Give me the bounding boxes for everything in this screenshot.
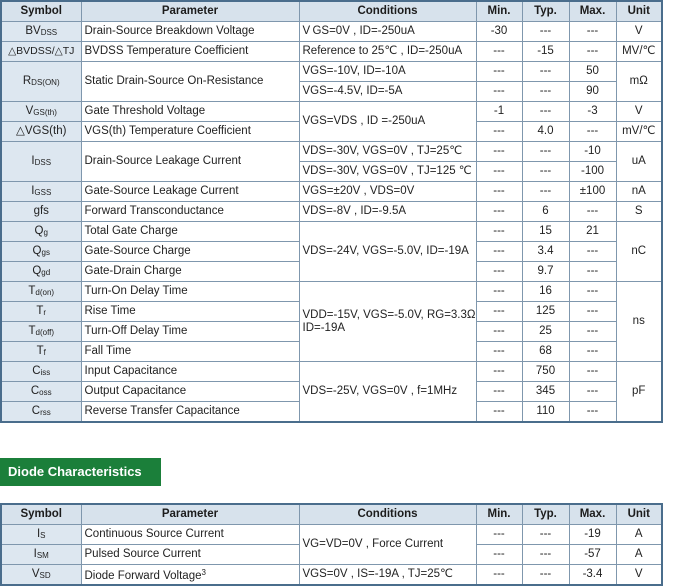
parameter-cell: Rise Time bbox=[81, 302, 299, 322]
symbol-cell: Tr bbox=[1, 302, 81, 322]
symbol-cell: IDSS bbox=[1, 142, 81, 182]
max-cell: --- bbox=[569, 322, 616, 342]
unit-cell: uA bbox=[616, 142, 662, 182]
max-cell: -19 bbox=[569, 525, 616, 545]
typ-cell: 15 bbox=[522, 222, 569, 242]
table-row bbox=[1, 525, 662, 545]
unit-cell: V bbox=[616, 22, 662, 42]
table-row bbox=[1, 142, 662, 162]
header-symbol: Symbol bbox=[1, 504, 81, 525]
conditions-cell bbox=[299, 282, 476, 362]
symbol-cell: Tf bbox=[1, 342, 81, 362]
min-cell: --- bbox=[476, 82, 522, 102]
symbol-cell: △BVDSS/△TJ bbox=[1, 42, 81, 62]
parameter-cell: Reverse Transfer Capacitance bbox=[81, 402, 299, 423]
symbol-cell: Ciss bbox=[1, 362, 81, 382]
max-cell: -3.4 bbox=[569, 565, 616, 586]
symbol-cell: Qgs bbox=[1, 242, 81, 262]
symbol-cell: Td(off) bbox=[1, 322, 81, 342]
typ-cell: 9.7 bbox=[522, 262, 569, 282]
symbol-cell: RDS(ON) bbox=[1, 62, 81, 102]
parameter-cell: Drain-Source Leakage Current bbox=[81, 142, 299, 182]
symbol-cell: Qg bbox=[1, 222, 81, 242]
max-cell: -10 bbox=[569, 142, 616, 162]
table-row bbox=[1, 282, 662, 302]
typ-cell: --- bbox=[522, 142, 569, 162]
symbol-cell: Coss bbox=[1, 382, 81, 402]
conditions-cell: VGS=0V , IS=-19A , TJ=25℃ bbox=[299, 565, 476, 586]
min-cell: --- bbox=[476, 222, 522, 242]
min-cell: --- bbox=[476, 142, 522, 162]
typ-cell: 68 bbox=[522, 342, 569, 362]
typ-cell: --- bbox=[522, 82, 569, 102]
header-max: Max. bbox=[569, 504, 616, 525]
max-cell: -57 bbox=[569, 545, 616, 565]
switching-cond-line2: ID=-19A bbox=[302, 321, 346, 334]
max-cell: --- bbox=[569, 242, 616, 262]
conditions-cell: VDS=-24V, VGS=-5.0V, ID=-19A bbox=[299, 222, 476, 282]
min-cell: --- bbox=[476, 182, 522, 202]
min-cell: --- bbox=[476, 262, 522, 282]
header-typ: Typ. bbox=[522, 1, 569, 22]
parameter-cell: Gate-Drain Charge bbox=[81, 262, 299, 282]
table-row bbox=[1, 182, 662, 202]
conditions-cell: VG=VD=0V , Force Current bbox=[299, 525, 476, 565]
symbol-cell: IS bbox=[1, 525, 81, 545]
table-header-row bbox=[1, 1, 662, 22]
parameter-cell: Gate-Source Leakage Current bbox=[81, 182, 299, 202]
min-cell: -30 bbox=[476, 22, 522, 42]
parameter-cell: Input Capacitance bbox=[81, 362, 299, 382]
typ-cell: 25 bbox=[522, 322, 569, 342]
parameter-cell: Pulsed Source Current bbox=[81, 545, 299, 565]
header-parameter: Parameter bbox=[81, 504, 299, 525]
conditions-cell: VGS=-10V, ID=-10A bbox=[299, 62, 476, 82]
max-cell: 50 bbox=[569, 62, 616, 82]
max-cell: --- bbox=[569, 362, 616, 382]
min-cell: --- bbox=[476, 242, 522, 262]
typ-cell: --- bbox=[522, 545, 569, 565]
header-typ: Typ. bbox=[522, 504, 569, 525]
header-parameter: Parameter bbox=[81, 1, 299, 22]
unit-cell: S bbox=[616, 202, 662, 222]
typ-cell: 110 bbox=[522, 402, 569, 423]
max-cell: --- bbox=[569, 342, 616, 362]
unit-cell: nC bbox=[616, 222, 662, 282]
parameter-cell: Turn-On Delay Time bbox=[81, 282, 299, 302]
min-cell: --- bbox=[476, 162, 522, 182]
parameter-cell: Continuous Source Current bbox=[81, 525, 299, 545]
header-unit: Unit bbox=[616, 504, 662, 525]
max-cell: -100 bbox=[569, 162, 616, 182]
symbol-cell: BVDSS bbox=[1, 22, 81, 42]
unit-cell: mΩ bbox=[616, 62, 662, 102]
conditions-cell: VDS=-30V, VGS=0V , TJ=25℃ bbox=[299, 142, 476, 162]
typ-cell: --- bbox=[522, 525, 569, 545]
unit-cell: V bbox=[616, 565, 662, 586]
max-cell: --- bbox=[569, 262, 616, 282]
table-row bbox=[1, 62, 662, 82]
typ-cell: --- bbox=[522, 182, 569, 202]
min-cell: --- bbox=[476, 565, 522, 586]
max-cell: --- bbox=[569, 22, 616, 42]
conditions-cell: VGS=-4.5V, ID=-5A bbox=[299, 82, 476, 102]
typ-cell: --- bbox=[522, 565, 569, 586]
parameter-cell: Output Capacitance bbox=[81, 382, 299, 402]
parameter-cell: Turn-Off Delay Time bbox=[81, 322, 299, 342]
max-cell: --- bbox=[569, 122, 616, 142]
table-row bbox=[1, 222, 662, 242]
symbol-cell: ISM bbox=[1, 545, 81, 565]
conditions-cell: Reference to 25℃ , ID=-250uA bbox=[299, 42, 476, 62]
max-cell: --- bbox=[569, 382, 616, 402]
unit-cell: MV/℃ bbox=[616, 42, 662, 62]
conditions-cell: VGS=±20V , VDS=0V bbox=[299, 182, 476, 202]
typ-cell: 4.0 bbox=[522, 122, 569, 142]
typ-cell: --- bbox=[522, 62, 569, 82]
switching-cond-line1: VDD=-15V, VGS=-5.0V, RG=3.3Ω bbox=[302, 308, 476, 321]
header-min: Min. bbox=[476, 504, 522, 525]
conditions-cell: VDS=-8V , ID=-9.5A bbox=[299, 202, 476, 222]
symbol-cell: VSD bbox=[1, 565, 81, 586]
header-symbol: Symbol bbox=[1, 1, 81, 22]
min-cell: --- bbox=[476, 202, 522, 222]
header-unit: Unit bbox=[616, 1, 662, 22]
typ-cell: --- bbox=[522, 102, 569, 122]
max-cell: --- bbox=[569, 402, 616, 423]
max-cell: --- bbox=[569, 42, 616, 62]
typ-cell: 345 bbox=[522, 382, 569, 402]
typ-cell: 16 bbox=[522, 282, 569, 302]
table-row bbox=[1, 565, 662, 586]
symbol-cell: Crss bbox=[1, 402, 81, 423]
parameter-cell: Fall Time bbox=[81, 342, 299, 362]
min-cell: --- bbox=[476, 322, 522, 342]
header-conditions: Conditions bbox=[299, 1, 476, 22]
table-row bbox=[1, 102, 662, 122]
max-cell: --- bbox=[569, 282, 616, 302]
diode-section-title: Diode Characteristics bbox=[0, 458, 161, 486]
table-row bbox=[1, 202, 662, 222]
header-max: Max. bbox=[569, 1, 616, 22]
symbol-cell: Td(on) bbox=[1, 282, 81, 302]
min-cell: --- bbox=[476, 525, 522, 545]
parameter-cell: Drain-Source Breakdown Voltage bbox=[81, 22, 299, 42]
typ-cell: 3.4 bbox=[522, 242, 569, 262]
typ-cell: -15 bbox=[522, 42, 569, 62]
unit-cell: ns bbox=[616, 282, 662, 362]
symbol-cell: gfs bbox=[1, 202, 81, 222]
min-cell: --- bbox=[476, 362, 522, 382]
min-cell: --- bbox=[476, 302, 522, 322]
table-header-row bbox=[1, 504, 662, 525]
min-cell: --- bbox=[476, 342, 522, 362]
parameter-cell: Gate-Source Charge bbox=[81, 242, 299, 262]
max-cell: --- bbox=[569, 202, 616, 222]
min-cell: --- bbox=[476, 122, 522, 142]
min-cell: --- bbox=[476, 402, 522, 423]
min-cell: --- bbox=[476, 62, 522, 82]
conditions-cell: VDS=-25V, VGS=0V , f=1MHz bbox=[299, 362, 476, 423]
parameter-cell: Total Gate Charge bbox=[81, 222, 299, 242]
symbol-cell: IGSS bbox=[1, 182, 81, 202]
symbol-cell: Qgd bbox=[1, 262, 81, 282]
parameter-cell: Diode Forward Voltage$^3$ bbox=[81, 565, 299, 586]
max-cell: 21 bbox=[569, 222, 616, 242]
typ-cell: 6 bbox=[522, 202, 569, 222]
max-cell: --- bbox=[569, 302, 616, 322]
table-row bbox=[1, 22, 662, 42]
parameter-cell: Forward Transconductance bbox=[81, 202, 299, 222]
diode-characteristics-table bbox=[0, 503, 663, 586]
min-cell: --- bbox=[476, 282, 522, 302]
symbol-cell: △VGS(th) bbox=[1, 122, 81, 142]
parameter-cell: BVDSS Temperature Coefficient bbox=[81, 42, 299, 62]
min-cell: --- bbox=[476, 545, 522, 565]
header-min: Min. bbox=[476, 1, 522, 22]
conditions-cell: VGS=VDS , ID =-250uA bbox=[299, 102, 476, 142]
unit-cell: nA bbox=[616, 182, 662, 202]
unit-cell: mV/℃ bbox=[616, 122, 662, 142]
min-cell: --- bbox=[476, 42, 522, 62]
unit-cell: A bbox=[616, 525, 662, 545]
table-row bbox=[1, 362, 662, 382]
unit-cell: A bbox=[616, 545, 662, 565]
max-cell: 90 bbox=[569, 82, 616, 102]
symbol-cell: VGS(th) bbox=[1, 102, 81, 122]
parameter-cell: Gate Threshold Voltage bbox=[81, 102, 299, 122]
header-conditions: Conditions bbox=[299, 504, 476, 525]
min-cell: -1 bbox=[476, 102, 522, 122]
typ-cell: 750 bbox=[522, 362, 569, 382]
max-cell: ±100 bbox=[569, 182, 616, 202]
typ-cell: --- bbox=[522, 162, 569, 182]
parameter-cell: VGS(th) Temperature Coefficient bbox=[81, 122, 299, 142]
conditions-cell: VDS=-30V, VGS=0V , TJ=125 ℃ bbox=[299, 162, 476, 182]
unit-cell: V bbox=[616, 102, 662, 122]
max-cell: -3 bbox=[569, 102, 616, 122]
min-cell: --- bbox=[476, 382, 522, 402]
conditions-cell: V GS=0V , ID=-250uA bbox=[299, 22, 476, 42]
unit-cell: pF bbox=[616, 362, 662, 423]
typ-cell: 125 bbox=[522, 302, 569, 322]
parameter-cell: Static Drain-Source On-Resistance bbox=[81, 62, 299, 102]
typ-cell: --- bbox=[522, 22, 569, 42]
table-row bbox=[1, 42, 662, 62]
